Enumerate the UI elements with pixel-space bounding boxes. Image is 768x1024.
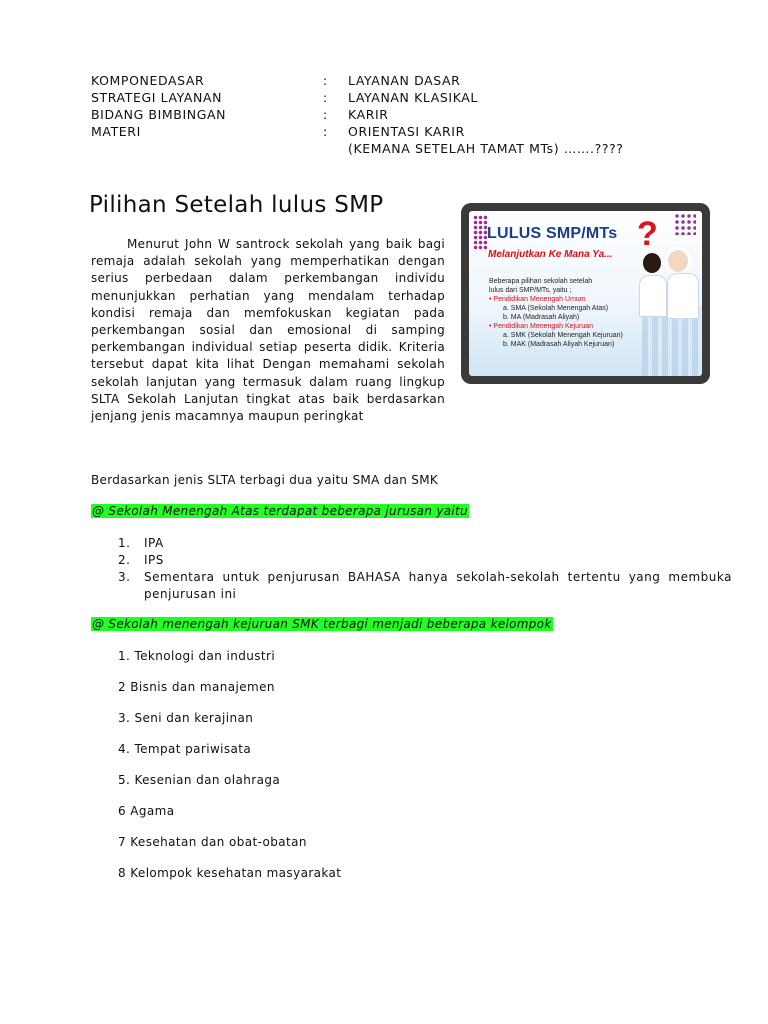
header-colon: : [323, 107, 328, 122]
header-key: STRATEGI LAYANAN [91, 90, 223, 105]
intro-paragraph [91, 236, 445, 425]
illustration-group: • Pendidikan Menengah Umum [489, 296, 586, 303]
list-number: 3. [118, 570, 131, 584]
paragraph-text: Menurut John W santrock sekolah yang baik bagi remaja adalah sekolah yang memperhatikan dengan serius perbedaan dalam perkembangan individu menunjukkan perhatian yang mendalam terhadap kondisi remaja dan memfokuskan kegiatan pada perkembangan sosial dan emosional di samping perkembangan individual setiap peserta didik. Kriteria tersebut dapat kita lihat Dengan memahami sekolah sekolah lanjutan yang termasuk dalam ruang lingkup SLTA Sekolah Lanjutan tingkat atas baik berdasarkan jenjang jenis macamnya maupun peringkat [91, 237, 445, 424]
illustration-title: LULUS SMP/MTs [487, 225, 618, 242]
page-title: Pilihan Setelah lulus SMP [89, 192, 384, 218]
illustration-image [469, 211, 702, 376]
illustration-group-label: Pendidikan Menengah Umum [493, 296, 586, 303]
illustration-text [489, 277, 623, 349]
illustration-subtitle: Melanjutkan Ke Mana Ya... [488, 249, 613, 260]
header-value: LAYANAN KLASIKAL [348, 90, 478, 105]
sma-heading-highlight: @ Sekolah Menengah Atas terdapat beberapa jurusan yaitu [92, 504, 468, 518]
dot-pattern-decoration [674, 213, 696, 235]
smk-heading [91, 617, 553, 631]
list-item: 6 Agama [118, 804, 175, 818]
list-item: 3. Seni dan kerajinan [118, 711, 254, 725]
list-item: 7 Kesehatan dan obat-obatan [118, 835, 307, 849]
list-text: IPA [144, 536, 164, 550]
illustration-line: lulus dari SMP/MTs, yaitu ; [489, 287, 572, 294]
list-text: IPS [144, 553, 164, 567]
list-item [118, 535, 732, 552]
list-item: 2 Bisnis dan manajemen [118, 680, 275, 694]
student-body-icon [639, 275, 667, 317]
header-value: KARIR [348, 107, 389, 122]
student-head-icon [643, 253, 661, 273]
list-item: 8 Kelompok kesehatan masyarakat [118, 866, 342, 880]
header-value: (KEMANA SETELAH TAMAT MTs) …….???? [348, 141, 624, 156]
dot-pattern-decoration [473, 215, 487, 251]
illustration-line: b. MA (Madrasah Aliyah) [503, 314, 580, 321]
header-key: BIDANG BIMBINGAN [91, 107, 227, 122]
list-item: 5. Kesenian dan olahraga [118, 773, 281, 787]
illustration-line: a. SMA (Sekolah Menengah Atas) [503, 305, 609, 312]
illustration-group-label: Pendidikan Menengah Kejuruan [493, 323, 594, 330]
list-number: 2. [118, 553, 131, 567]
header-value: LAYANAN DASAR [348, 73, 461, 88]
illustration-line: Beberapa pilihan sekolah setelah [489, 278, 593, 285]
header-colon: : [323, 90, 328, 105]
list-item: 4. Tempat pariwisata [118, 742, 252, 756]
smk-heading-highlight: @ Sekolah menengah kejuruan SMK terbagi menjadi beberapa kelompok [92, 617, 552, 631]
question-mark-icon: ? [637, 215, 658, 253]
illustration-group: • Pendidikan Menengah Kejuruan [489, 323, 594, 330]
list-text: Sementara untuk penjurusan BAHASA hanya sekolah-sekolah tertentu yang membuka penjurusan ini [144, 570, 732, 601]
list-item [118, 569, 732, 603]
header-key: MATERI [91, 124, 141, 139]
illustration-frame [461, 203, 710, 384]
header-colon: : [323, 73, 328, 88]
students-graphic [639, 247, 701, 317]
illustration-line: b. MAK (Madrasah Aliyah Kejuruan) [503, 341, 615, 348]
list-number: 1. [118, 536, 131, 550]
sma-heading [91, 504, 469, 518]
student-head-icon [665, 247, 691, 275]
list-item: 1. Teknologi dan industri [118, 649, 276, 663]
slta-line: Berdasarkan jenis SLTA terbagi dua yaitu SMA dan SMK [91, 473, 439, 487]
header-colon: : [323, 124, 328, 139]
sma-list [118, 535, 732, 603]
header-key: KOMPONEDASAR [91, 73, 205, 88]
student-body-icon [667, 273, 699, 319]
list-item [118, 552, 732, 569]
illustration-line: a. SMK (Sekolah Menengah Kejuruan) [503, 332, 623, 339]
header-value: ORIENTASI KARIR [348, 124, 465, 139]
